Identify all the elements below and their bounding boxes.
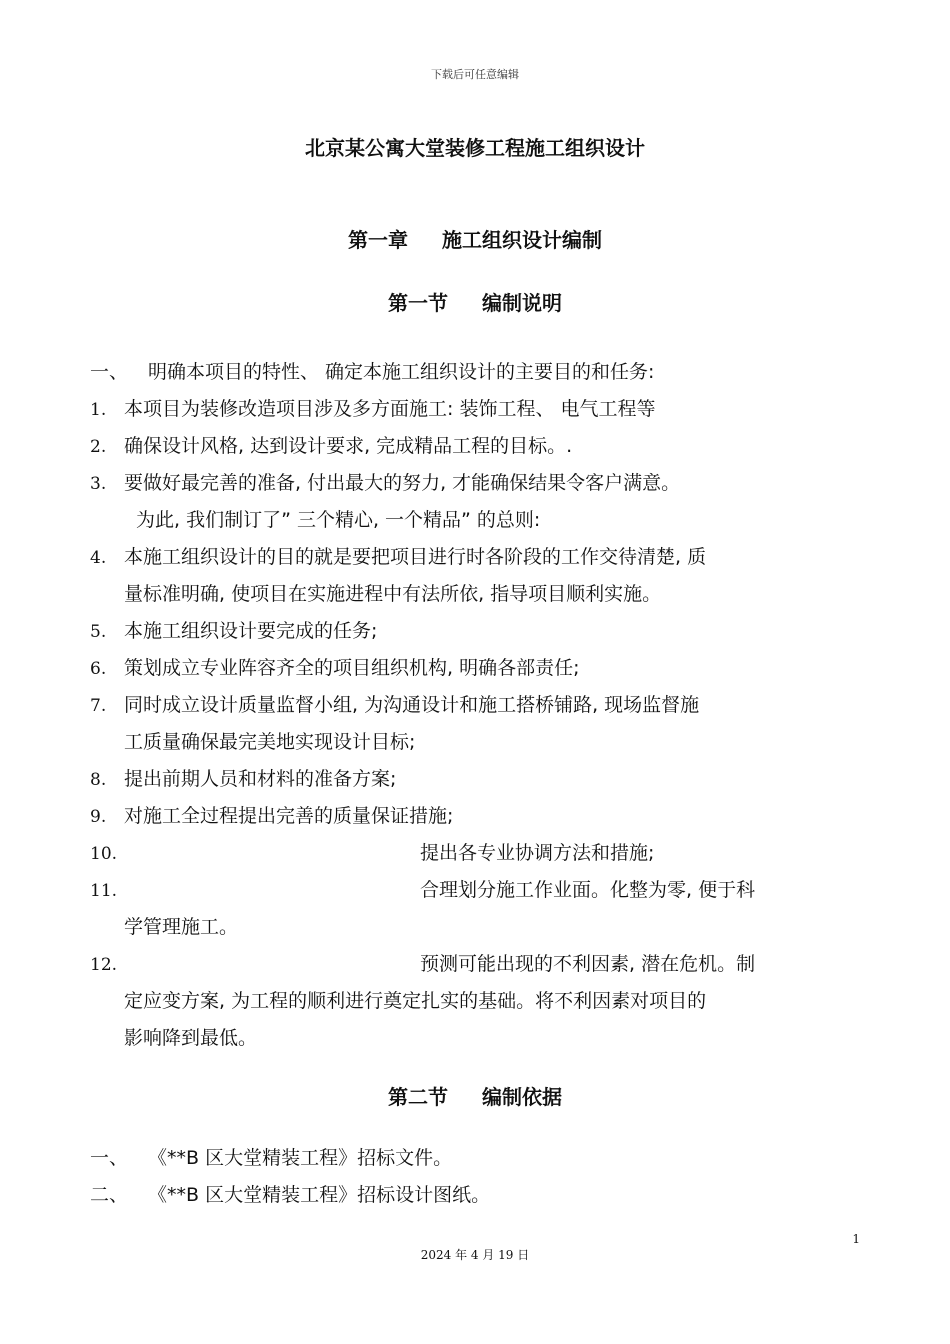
item-text: 提出前期人员和材料的准备方案; xyxy=(124,768,397,790)
item-text: 本施工组织设计的目的就是要把项目进行时各阶段的工作交待清楚, 质 xyxy=(124,546,707,568)
section-number: 第一节 xyxy=(388,291,448,315)
item-number: 8. xyxy=(90,770,107,790)
section-number: 第二节 xyxy=(388,1085,448,1109)
list-item xyxy=(90,950,862,979)
item-number: 10. xyxy=(90,844,118,864)
item-continuation: 学管理施工。 xyxy=(124,916,239,938)
item-text: 确保设计风格, 达到设计要求, 完成精品工程的目标。. xyxy=(124,435,573,457)
basis-item xyxy=(90,1181,862,1209)
item-text: 预测可能出现的不利因素, 潜在危机。制 xyxy=(420,953,756,975)
item-continuation: 定应变方案, 为工程的顺利进行奠定扎实的基础。将不利因素对项目的 xyxy=(124,990,707,1012)
list-marker: 一、 xyxy=(90,1147,129,1169)
list-item xyxy=(90,432,862,461)
item-number: 9. xyxy=(90,807,107,827)
item-number: 1. xyxy=(90,400,107,420)
item-continuation: 工质量确保最完美地实现设计目标; xyxy=(124,731,416,753)
section-name: 编制说明 xyxy=(482,291,562,315)
list-item xyxy=(90,765,862,794)
item-number: 5. xyxy=(90,622,107,642)
intro-line xyxy=(90,358,862,386)
item-text: 本项目为装修改造项目涉及多方面施工: 装饰工程、 电气工程等 xyxy=(124,398,656,420)
section-heading-2 xyxy=(0,1081,950,1110)
section-name: 编制依据 xyxy=(482,1085,562,1109)
item-text: 对施工全过程提出完善的质量保证措施; xyxy=(124,805,454,827)
item-number: 6. xyxy=(90,659,107,679)
item-text: 同时成立设计质量监督小组, 为沟通设计和施工搭桥铺路, 现场监督施 xyxy=(124,694,700,716)
chapter-number: 第一章 xyxy=(348,228,408,252)
list-marker: 二、 xyxy=(90,1184,129,1206)
item-text: 提出各专业协调方法和措施; xyxy=(420,842,655,864)
item-text: 要做好最完善的准备, 付出最大的努力, 才能确保结果令客户满意。 xyxy=(124,472,681,494)
list-item xyxy=(90,395,862,424)
list-item xyxy=(90,839,862,868)
list-item xyxy=(90,617,862,646)
page-number: 1 xyxy=(852,1232,860,1246)
item-number: 3. xyxy=(90,474,107,494)
list-item xyxy=(90,876,862,905)
item-number: 12. xyxy=(90,955,118,975)
header-note: 下载后可任意编辑 xyxy=(431,68,519,81)
section-heading-1 xyxy=(0,287,950,316)
list-item xyxy=(90,802,862,831)
intro-text: 明确本项目的特性、 确定本施工组织设计的主要目的和任务: xyxy=(148,361,655,383)
list-item xyxy=(90,469,862,498)
footer-date: 2024 年 4 月 19 日 xyxy=(420,1248,530,1262)
item-continuation: 量标准明确, 使项目在实施进程中有法所依, 指导项目顺利实施。 xyxy=(124,583,662,605)
basis-text: 《**B 区大堂精装工程》招标设计图纸。 xyxy=(148,1184,491,1206)
chapter-name: 施工组织设计编制 xyxy=(442,228,602,252)
item-number: 2. xyxy=(90,437,107,457)
document-title: 北京某公寓大堂装修工程施工组织设计 xyxy=(305,136,645,160)
list-item xyxy=(90,654,862,683)
item-text: 合理划分施工作业面。化整为零, 便于科 xyxy=(420,879,756,901)
item-number: 11. xyxy=(90,881,118,901)
list-item xyxy=(90,691,862,720)
principle-line: 为此, 我们制订了” 三个精心, 一个精品” 的总则: xyxy=(136,509,541,531)
item-number: 7. xyxy=(90,696,107,716)
item-continuation: 影响降到最低。 xyxy=(124,1027,258,1049)
item-text: 策划成立专业阵容齐全的项目组织机构, 明确各部责任; xyxy=(124,657,580,679)
basis-item xyxy=(90,1144,862,1172)
list-item xyxy=(90,543,862,572)
item-number: 4. xyxy=(90,548,107,568)
item-text: 本施工组织设计要完成的任务; xyxy=(124,620,378,642)
chapter-heading xyxy=(0,224,950,253)
basis-text: 《**B 区大堂精装工程》招标文件。 xyxy=(148,1147,453,1169)
list-marker: 一、 xyxy=(90,361,129,383)
